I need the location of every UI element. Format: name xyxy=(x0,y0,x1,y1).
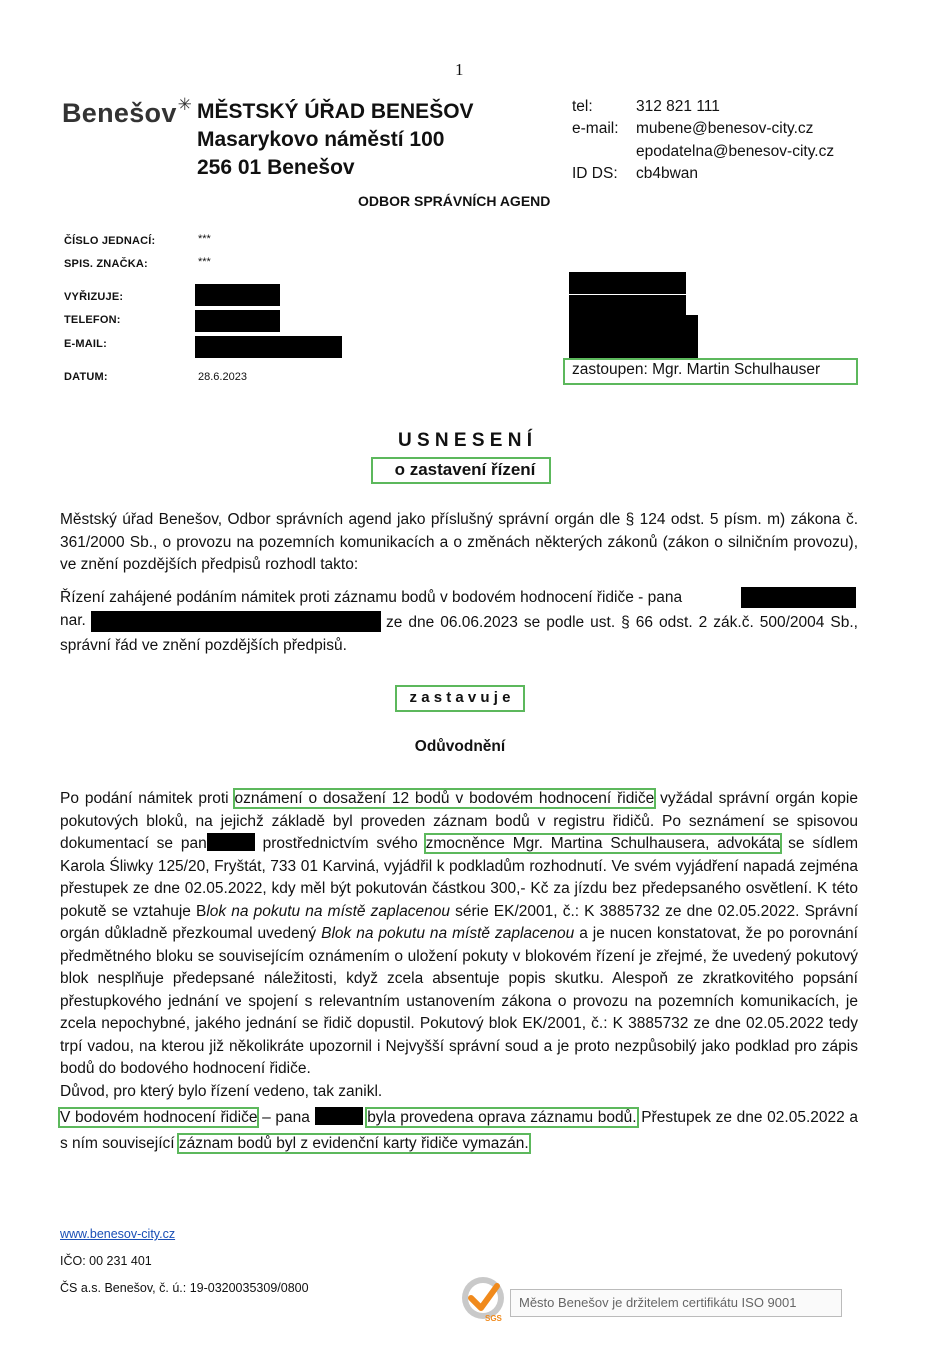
verdict-text: z a s t a v u j e xyxy=(409,689,511,706)
tel-label: tel: xyxy=(572,98,593,115)
case-number-value: *** xyxy=(198,233,211,245)
proceeding-text-c-content: ze dne 06.06.2023 se podle ust. § 66 odst. 2 zák.č. 500/2004 Sb., správní řád ve znění pozdějších předpisů. xyxy=(60,614,858,654)
reason-ceased: Důvod, pro který bylo řízení vedeno, tak zanikl. xyxy=(60,1082,383,1100)
correction-text-4: Přestupek ze dne 02.05.2022 a s ním související xyxy=(60,1109,858,1152)
iso-certificate-text: Město Benešov je držitelem certifikátu ISO 9001 xyxy=(519,1295,797,1310)
notice-12-points-highlight: oznámení o dosažení 12 bodů v bodovém hodnocení řidiče xyxy=(234,790,655,807)
email-value-2: epodatelna@benesov-city.cz xyxy=(636,143,835,160)
proceeding-text-a: Řízení zahájené podáním námitek proti záznamu bodů v bodovém hodnocení řidiče - pana xyxy=(60,589,683,606)
reasoning-paragraph xyxy=(60,788,858,1081)
ticket-name-italic: lok na pokutu na místě zaplacenou xyxy=(206,902,450,920)
recipient-redaction-1 xyxy=(569,272,686,294)
reasoning-text-10: a je nucen konstatovat, že po porovnání předmětného bloku se souvisejícím oznámením o uložení pokuty v blokovém řízení je zřejmé, že uvedený pokutový blok nesplňuje předepsané náležitosti, když zcela absentuje popis skutku. Alespoň ze zkratkovitého popsání přestupkového jednání ve spojení s relevantním ustanovením zákona o provozu na pozemních komunikacích, je zcela nepochybné, jakého jednání se řidič dopustil. Pokutový blok EK/2001, č.: K 3885732 ze dne 02.05.2022 tedy trpí vadou, na kterou již několikráte upozornil i Nejvyšší správní soud a je proto nezpůsobilý jako podklad pro zápis bodů do bodového hodnocení řidiče. xyxy=(60,925,858,1077)
meta-email-label: E-MAIL: xyxy=(64,338,107,350)
correction-paragraph xyxy=(60,1105,858,1157)
proceeding-text-c xyxy=(60,612,858,657)
tel-value: 312 821 111 xyxy=(636,98,720,115)
office-address-street: Masarykovo náměstí 100 xyxy=(197,128,445,151)
department-name: ODBOR SPRÁVNÍCH AGEND xyxy=(358,193,551,209)
correction-text-2: – pana xyxy=(257,1109,315,1126)
person-redaction-inline-2 xyxy=(315,1107,363,1125)
proceeding-nar: nar. xyxy=(60,612,86,629)
sgs-label: SGS xyxy=(485,1314,502,1323)
city-logo xyxy=(62,95,192,129)
page-number: 1 xyxy=(455,60,464,79)
phone-label: TELEFON: xyxy=(64,314,121,326)
recipient-redaction-3 xyxy=(569,315,698,359)
record-deleted-highlight: záznam bodů byl z evidenční karty řidiče vymazán. xyxy=(178,1135,529,1152)
ico-text: IČO: 00 231 401 xyxy=(60,1254,152,1268)
ds-value: cb4bwan xyxy=(636,165,699,182)
file-mark-label: SPIS. ZNAČKA: xyxy=(64,258,148,270)
recipient-redaction-2 xyxy=(569,295,686,315)
reasoning-title: Odůvodnění xyxy=(414,738,506,755)
date-label: DATUM: xyxy=(64,371,108,383)
intro-section xyxy=(60,509,858,577)
sgs-certificate-icon xyxy=(453,1274,513,1326)
reasoning-text-4: prostřednictvím svého xyxy=(254,835,426,852)
points-evaluation-highlight: V bodovém hodnocení řidiče xyxy=(60,1109,258,1126)
bank-account: ČS a.s. Benešov, č. ú.: 19-0320035309/0800 xyxy=(60,1281,309,1295)
person-redaction-inline xyxy=(207,833,255,851)
ticket-name-italic-2: Blok na pokutu na místě zaplacenou xyxy=(321,925,575,942)
ds-label: ID DS: xyxy=(572,165,618,182)
website-link[interactable]: www.benesov-city.cz xyxy=(60,1227,176,1241)
represented-text: zastoupen: Mgr. Martin Schulhauser xyxy=(572,361,821,378)
handler-label: VYŘIZUJE: xyxy=(64,291,124,303)
phone-redaction xyxy=(195,310,280,332)
resolution-subtitle: o zastavení řízení xyxy=(394,460,536,479)
email-redaction xyxy=(195,336,342,358)
correction-made-highlight: byla provedena oprava záznamu bodů. xyxy=(367,1109,637,1126)
office-name: MĚSTSKÝ ÚŘAD BENEŠOV xyxy=(197,100,474,123)
proceeding-line-1 xyxy=(60,587,858,610)
email-label: e-mail: xyxy=(572,120,619,137)
case-number-label: ČÍSLO JEDNACÍ: xyxy=(64,235,156,247)
handler-redaction xyxy=(195,284,280,306)
intro-paragraph: Městský úřad Benešov, Odbor správních agend jako příslušný správní orgán dle § 124 odst. 5 písm. m) zákona č. 361/2000 Sb., o provozu na pozemních komunikacích a o změnách některých zákonů (zákon o silničním provozu), ve znění pozdějších předpisů rozhodl takto: xyxy=(60,511,858,573)
reasoning-text-6: se sídlem Karola Śliwky 125/20, Fryštát, 733 01 Karviná, vyjádřil k podkladům rozhodnutí. Ve svém vyjádření napadá zejména přestupek ze dne 02.05.2022, kdy měl být pokutován částkou 300,- Kč za jízdu bez předepsaného osvětlení. K této pokutě se vztahuje B xyxy=(60,835,858,920)
logo-text: Benešov xyxy=(62,98,177,128)
date-value: 28.6.2023 xyxy=(198,371,247,383)
reasoning-text-3: vyžádal správní orgán kopie pokutových bloků, na jejichž základě byl proveden záznam bodů v registru řidičů. Po seznámení se spisovou dokumentací se pan xyxy=(60,790,858,852)
logo-star-icon: ✳ xyxy=(177,95,192,114)
iso-certificate-box xyxy=(510,1289,842,1317)
reasoning-text-8: série EK/2001, č.: K 3885732 ze dne 02.05.2022. Správní orgán důkladně přezkoumal uvedený xyxy=(60,902,858,942)
reasoning-text-1: Po podání námitek proti xyxy=(60,790,235,807)
resolution-title: U S N E S E N Í xyxy=(397,430,533,451)
file-mark-value: *** xyxy=(198,256,211,268)
reasoning-section xyxy=(60,788,858,1157)
attorney-highlight: zmocněnce Mgr. Martina Schulhausera, advokáta xyxy=(425,835,781,852)
name-redaction xyxy=(741,587,856,608)
email-value: mubene@benesov-city.cz xyxy=(636,120,814,137)
office-address-city: 256 01 Benešov xyxy=(197,156,355,179)
